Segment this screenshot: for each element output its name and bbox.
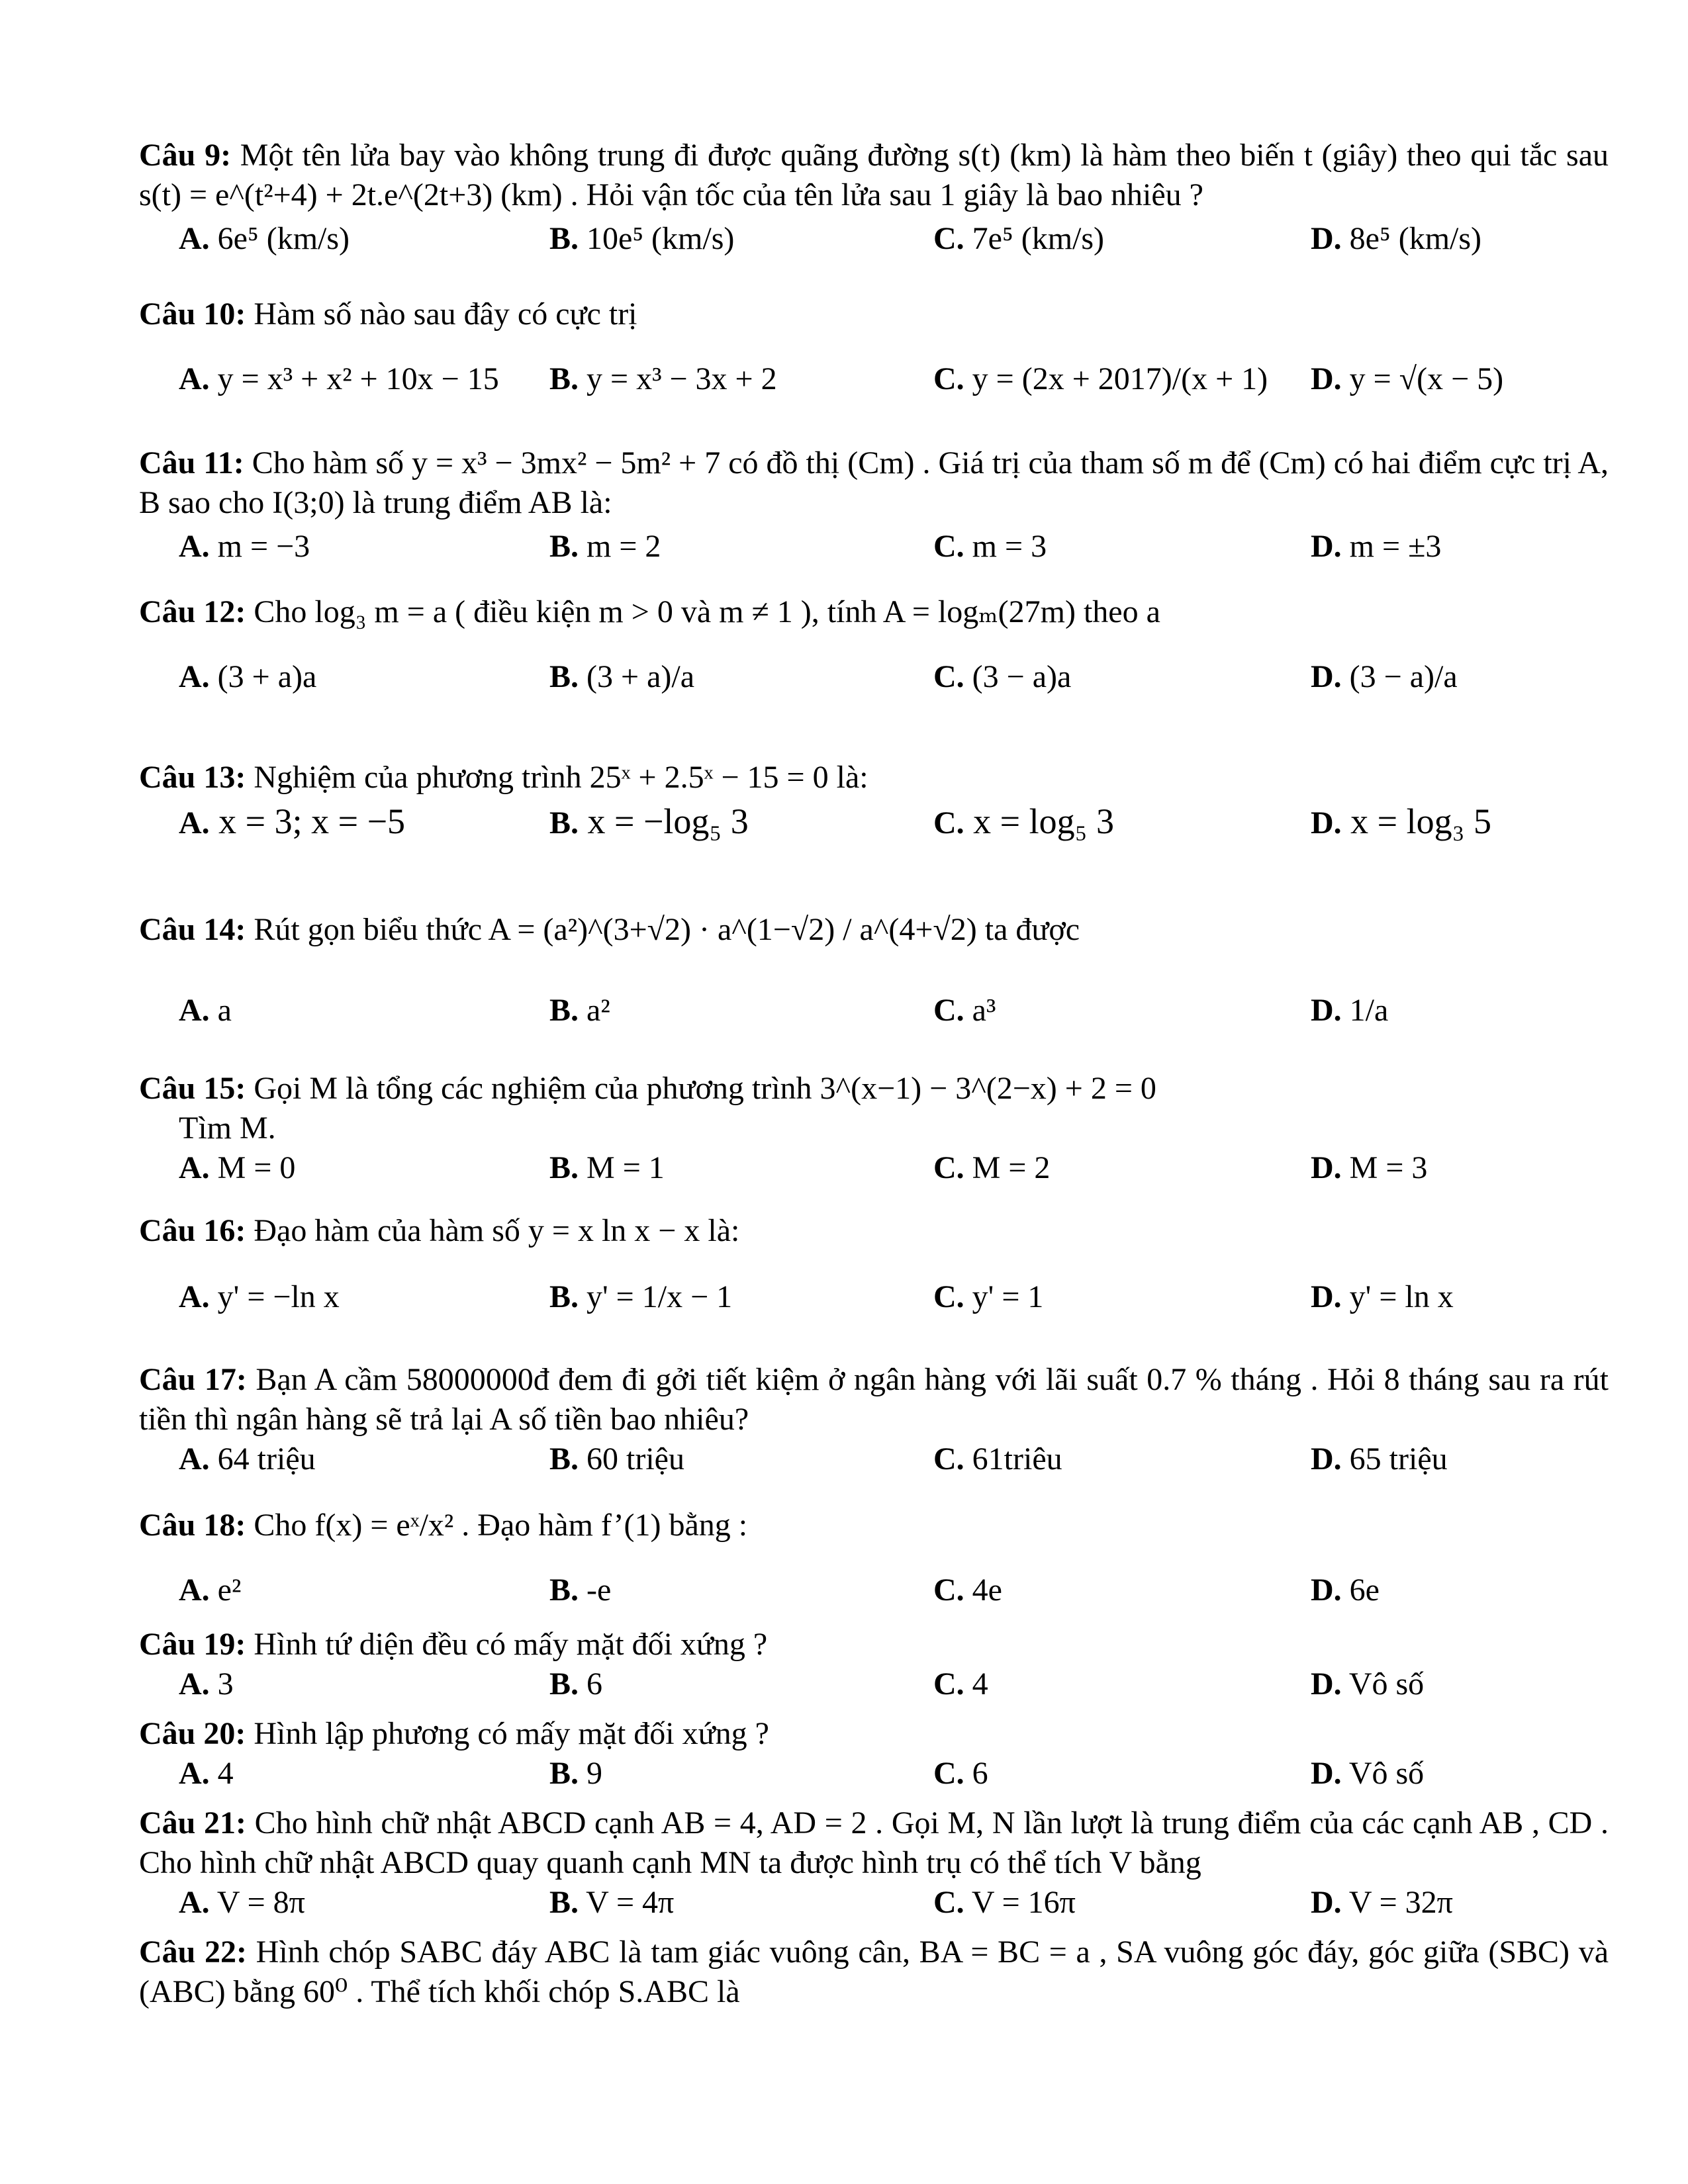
question-20 (139, 1714, 1609, 1795)
question-text: Cho hình chữ nhật ABCD cạnh AB = 4, AD = 2 . Gọi M, N lần lượt là trung điểm của các cạnh AB , CD . Cho hình chữ nhật ABCD quay quanh cạnh MN ta được hình trụ có thể tích V bằng (139, 1805, 1609, 1880)
option-a[interactable]: A. a (179, 993, 232, 1028)
question-label: Câu 21: (139, 1805, 247, 1841)
question-label: Câu 22: (139, 1934, 248, 1970)
question-label: Câu 16: (139, 1213, 246, 1248)
option-c[interactable]: C. M = 2 (933, 1150, 1051, 1185)
option-a[interactable]: A. m = −3 (179, 529, 310, 564)
question-text: Cho hàm số y = x³ − 3mx² − 5m² + 7 có đồ thị (Cm) . Giá trị của tham số m để (Cm) có hai điểm cực trị A, B sao cho I(3;0) là trung điểm AB là: (139, 445, 1609, 520)
option-d[interactable]: D. 6e (1311, 1572, 1380, 1608)
question-text: Nghiệm của phương trình 25ˣ + 2.5ˣ − 15 = 0 là: (246, 760, 868, 795)
question-15 (139, 1069, 1609, 1189)
question-9 (139, 136, 1609, 260)
question-19 (139, 1625, 1609, 1706)
option-b[interactable]: B. M = 1 (549, 1150, 665, 1185)
option-a[interactable]: A. x = 3; x = −5 (179, 801, 406, 841)
option-d[interactable]: D. Vô số (1311, 1666, 1425, 1702)
option-d[interactable]: D. y = √(x − 5) (1311, 361, 1504, 396)
option-c[interactable]: C. y' = 1 (933, 1279, 1044, 1314)
question-text: Cho log₃ m = a ( điều kiện m > 0 và m ≠ 1 ), tính A = logₘ(27m) theo a (246, 594, 1160, 629)
question-label: Câu 14: (139, 912, 246, 947)
option-b[interactable]: B. y = x³ − 3x + 2 (549, 361, 777, 396)
option-b[interactable]: B. a² (549, 993, 610, 1028)
option-a[interactable]: A. 4 (179, 1756, 234, 1791)
question-12 (139, 592, 1609, 698)
option-c[interactable]: C. x = log₅ 3 (933, 801, 1114, 841)
option-b[interactable]: B. x = −log₅ 3 (549, 801, 749, 841)
option-b[interactable]: B. m = 2 (549, 529, 661, 564)
option-a[interactable]: A. M = 0 (179, 1150, 296, 1185)
question-label: Câu 10: (139, 296, 246, 332)
question-16 (139, 1211, 1609, 1318)
option-b[interactable]: B. y' = 1/x − 1 (549, 1279, 733, 1314)
question-label: Câu 15: (139, 1071, 246, 1106)
option-c[interactable]: C. y = (2x + 2017)/(x + 1) (933, 361, 1268, 396)
option-c[interactable]: C. (3 − a)a (933, 659, 1072, 694)
question-10 (139, 295, 1609, 400)
option-c[interactable]: C. m = 3 (933, 529, 1047, 564)
question-22 (139, 1933, 1609, 2012)
question-label: Câu 17: (139, 1362, 247, 1397)
option-d[interactable]: D. x = log₃ 5 (1311, 801, 1491, 841)
question-label: Câu 13: (139, 760, 246, 795)
option-a[interactable]: A. V = 8π (179, 1885, 305, 1920)
option-c[interactable]: C. 7e⁵ (km/s) (933, 221, 1105, 256)
option-a[interactable]: A. 64 triệu (179, 1441, 316, 1477)
question-18 (139, 1506, 1609, 1612)
option-b[interactable]: B. 6 (549, 1666, 603, 1702)
option-b[interactable]: B. V = 4π (549, 1885, 675, 1920)
option-c[interactable]: C. 4e (933, 1572, 1002, 1608)
option-b[interactable]: B. 60 triệu (549, 1441, 684, 1477)
question-label: Câu 20: (139, 1716, 246, 1751)
question-label: Câu 12: (139, 594, 246, 629)
question-label: Câu 9: (139, 138, 232, 173)
question-text: Hàm số nào sau đây có cực trị (246, 296, 637, 332)
option-c[interactable]: C. 61triêu (933, 1441, 1062, 1477)
option-c[interactable]: C. a³ (933, 993, 996, 1028)
option-a[interactable]: A. e² (179, 1572, 242, 1608)
question-21 (139, 1803, 1609, 1924)
option-d[interactable]: D. M = 3 (1311, 1150, 1428, 1185)
question-text: Rút gọn biểu thức A = (a²)^(3+√2) · a^(1−√2) / a^(4+√2) ta được (246, 912, 1080, 947)
option-b[interactable]: B. 9 (549, 1756, 603, 1791)
option-a[interactable]: A. 3 (179, 1666, 234, 1702)
question-label: Câu 18: (139, 1508, 246, 1543)
option-d[interactable]: D. 65 triệu (1311, 1441, 1448, 1477)
question-11 (139, 443, 1609, 568)
question-17 (139, 1360, 1609, 1480)
question-text: Cho f(x) = eˣ/x² . Đạo hàm f’(1) bằng : (246, 1508, 748, 1543)
option-a[interactable]: A. (3 + a)a (179, 659, 317, 694)
question-14 (139, 910, 1609, 1032)
option-d[interactable]: D. V = 32π (1311, 1885, 1453, 1920)
option-d[interactable]: D. Vô số (1311, 1756, 1425, 1791)
option-c[interactable]: C. 6 (933, 1756, 988, 1791)
option-a[interactable]: A. y = x³ + x² + 10x − 15 (179, 361, 499, 396)
option-d[interactable]: D. y' = ln x (1311, 1279, 1454, 1314)
question-text: Đạo hàm của hàm số y = x ln x − x là: (246, 1213, 740, 1248)
option-a[interactable]: A. y' = −ln x (179, 1279, 340, 1314)
question-text: Hình tứ diện đều có mấy mặt đối xứng ? (246, 1627, 768, 1662)
question-text: Một tên lửa bay vào không trung đi được quãng đường s(t) (km) là hàm theo biến t (giây) theo qui tắc sau s(t) = e^(t²+4) + 2t.e^(2t+3) (km) . Hỏi vận tốc của tên lửa sau 1 giây là bao nhiêu ? (139, 138, 1609, 212)
question-label: Câu 19: (139, 1627, 246, 1662)
question-text: Bạn A cầm 58000000đ đem đi gởi tiết kiệm ở ngân hàng với lãi suất 0.7 % tháng . Hỏi 8 tháng sau ra rút tiền thì ngân hàng sẽ trả lại A số tiền bao nhiêu? (139, 1362, 1609, 1437)
option-c[interactable]: C. V = 16π (933, 1885, 1076, 1920)
question-text: Hình chóp SABC đáy ABC là tam giác vuông cân, BA = BC = a , SA vuông góc đáy, góc giữa (SBC) và (ABC) bằng 60⁰ . Thể tích khối chóp S.ABC là (139, 1934, 1609, 2009)
option-b[interactable]: B. 10e⁵ (km/s) (549, 221, 735, 256)
option-d[interactable]: D. 1/a (1311, 993, 1389, 1028)
question-text: Hình lập phương có mấy mặt đối xứng ? (246, 1716, 769, 1751)
question-13 (139, 758, 1609, 842)
question-text: Gọi M là tổng các nghiệm của phương trình 3^(x−1) − 3^(2−x) + 2 = 0 (246, 1071, 1156, 1106)
option-d[interactable]: D. m = ±3 (1311, 529, 1442, 564)
question-label: Câu 11: (139, 445, 244, 480)
question-extra: Tìm M. (179, 1111, 276, 1146)
option-c[interactable]: C. 4 (933, 1666, 988, 1702)
option-d[interactable]: D. (3 − a)/a (1311, 659, 1458, 694)
option-b[interactable]: B. -e (549, 1572, 612, 1608)
option-a[interactable]: A. 6e⁵ (km/s) (179, 221, 350, 256)
option-b[interactable]: B. (3 + a)/a (549, 659, 694, 694)
option-d[interactable]: D. 8e⁵ (km/s) (1311, 221, 1482, 256)
